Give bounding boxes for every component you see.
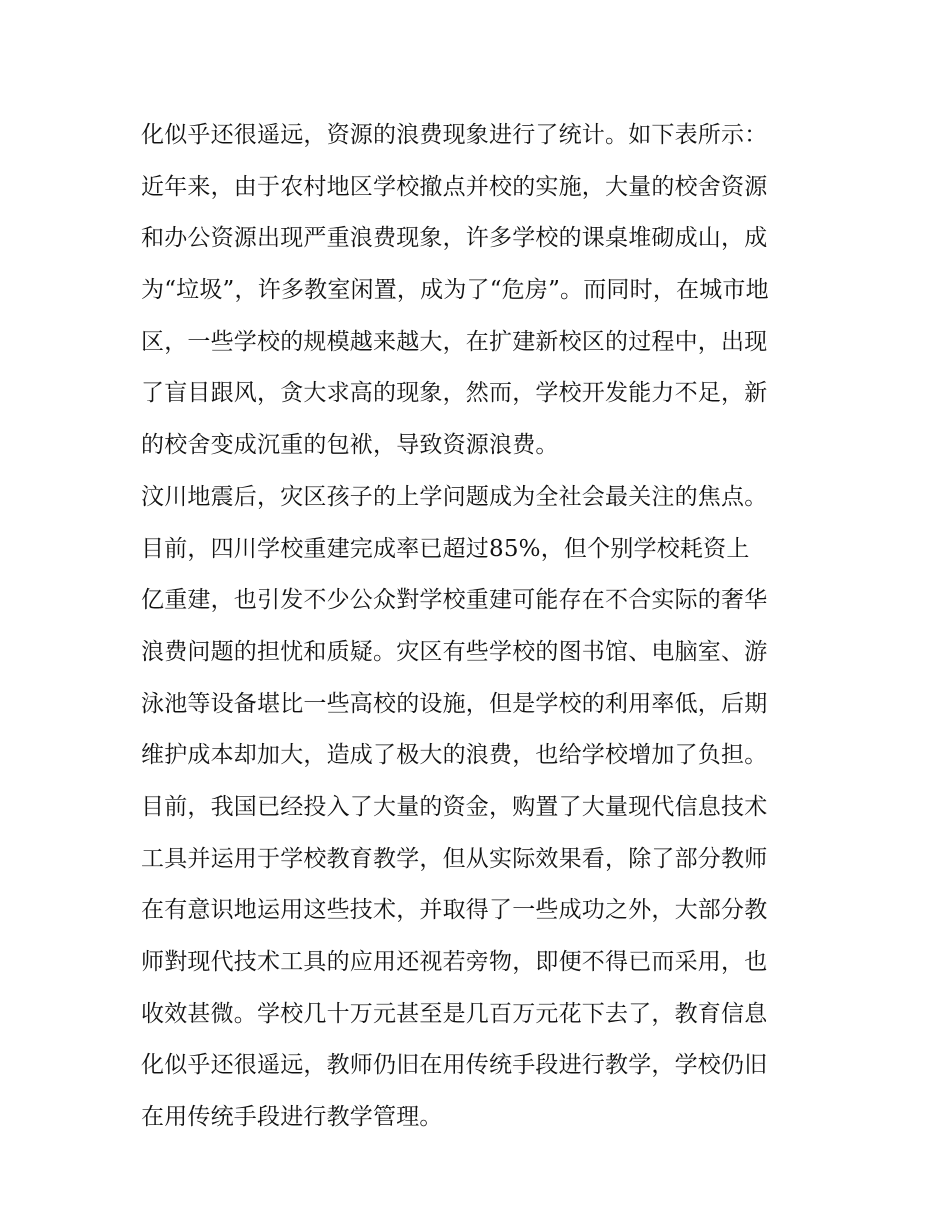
text-line: 师對现代技术工具的应用还视若旁物，即便不得已而采用，也 [141,949,768,975]
text-line: 收效甚微。学校几十万元甚至是几百万元花下去了，教育信息 [141,1000,768,1027]
text-line: 了盲目跟风，贪大求高的现象，然而，学校开发能力不足，新 [141,380,768,407]
text-line: 泳池等设备堪比一些高校的设施，但是学校的利用率低，后期 [141,690,768,717]
text-line: 亿重建，也引发不少公众對学校重建可能存在不合实际的奢华 [141,587,768,614]
text-line: 维护成本却加大，造成了极大的浪费，也给学校增加了负担。 [141,742,768,769]
text-line: 化似乎还很遥远，资源的浪费现象进行了统计。如下表所示： [141,122,768,148]
text-line: 工具并运用于学校教育教学，但从实际效果看，除了部分教师 [141,845,768,872]
text-line: 和办公资源出现严重浪费现象，许多学校的课桌堆砌成山，成 [141,225,768,252]
text-line: 浪费问题的担忧和质疑。灾区有些学校的图书馆、电脑室、游 [141,638,768,665]
text-line: 区，一些学校的规模越来越大，在扩建新校区的过程中，出现 [141,328,768,355]
text-line: 近年来，由于农村地区学校撤点并校的实施，大量的校舍资源 [141,173,768,200]
text-line: 在用传统手段进行教学管理。 [141,1104,443,1131]
text-line: 化似乎还很遥远，教师仍旧在用传统手段进行教学，学校仍旧 [141,1052,768,1079]
text-line: 目前，四川学校重建完成率已超过85%，但个别学校耗资上 [141,535,750,562]
body-text [141,110,821,1144]
text-line: 目前，我国已经投入了大量的资金，购置了大量现代信息技术 [141,793,768,820]
text-line: 在有意识地运用这些技术，并取得了一些成功之外，大部分教 [141,897,768,924]
text-line: 汶川地震后，灾区孩子的上学问题成为全社会最关注的焦点。 [141,483,768,510]
text-line: 的校舍变成沉重的包袱，导致资源浪费。 [141,432,559,459]
text-line: 为“垃圾”，许多教室闲置，成为了“危房”。而同时，在城市地 [141,277,769,304]
